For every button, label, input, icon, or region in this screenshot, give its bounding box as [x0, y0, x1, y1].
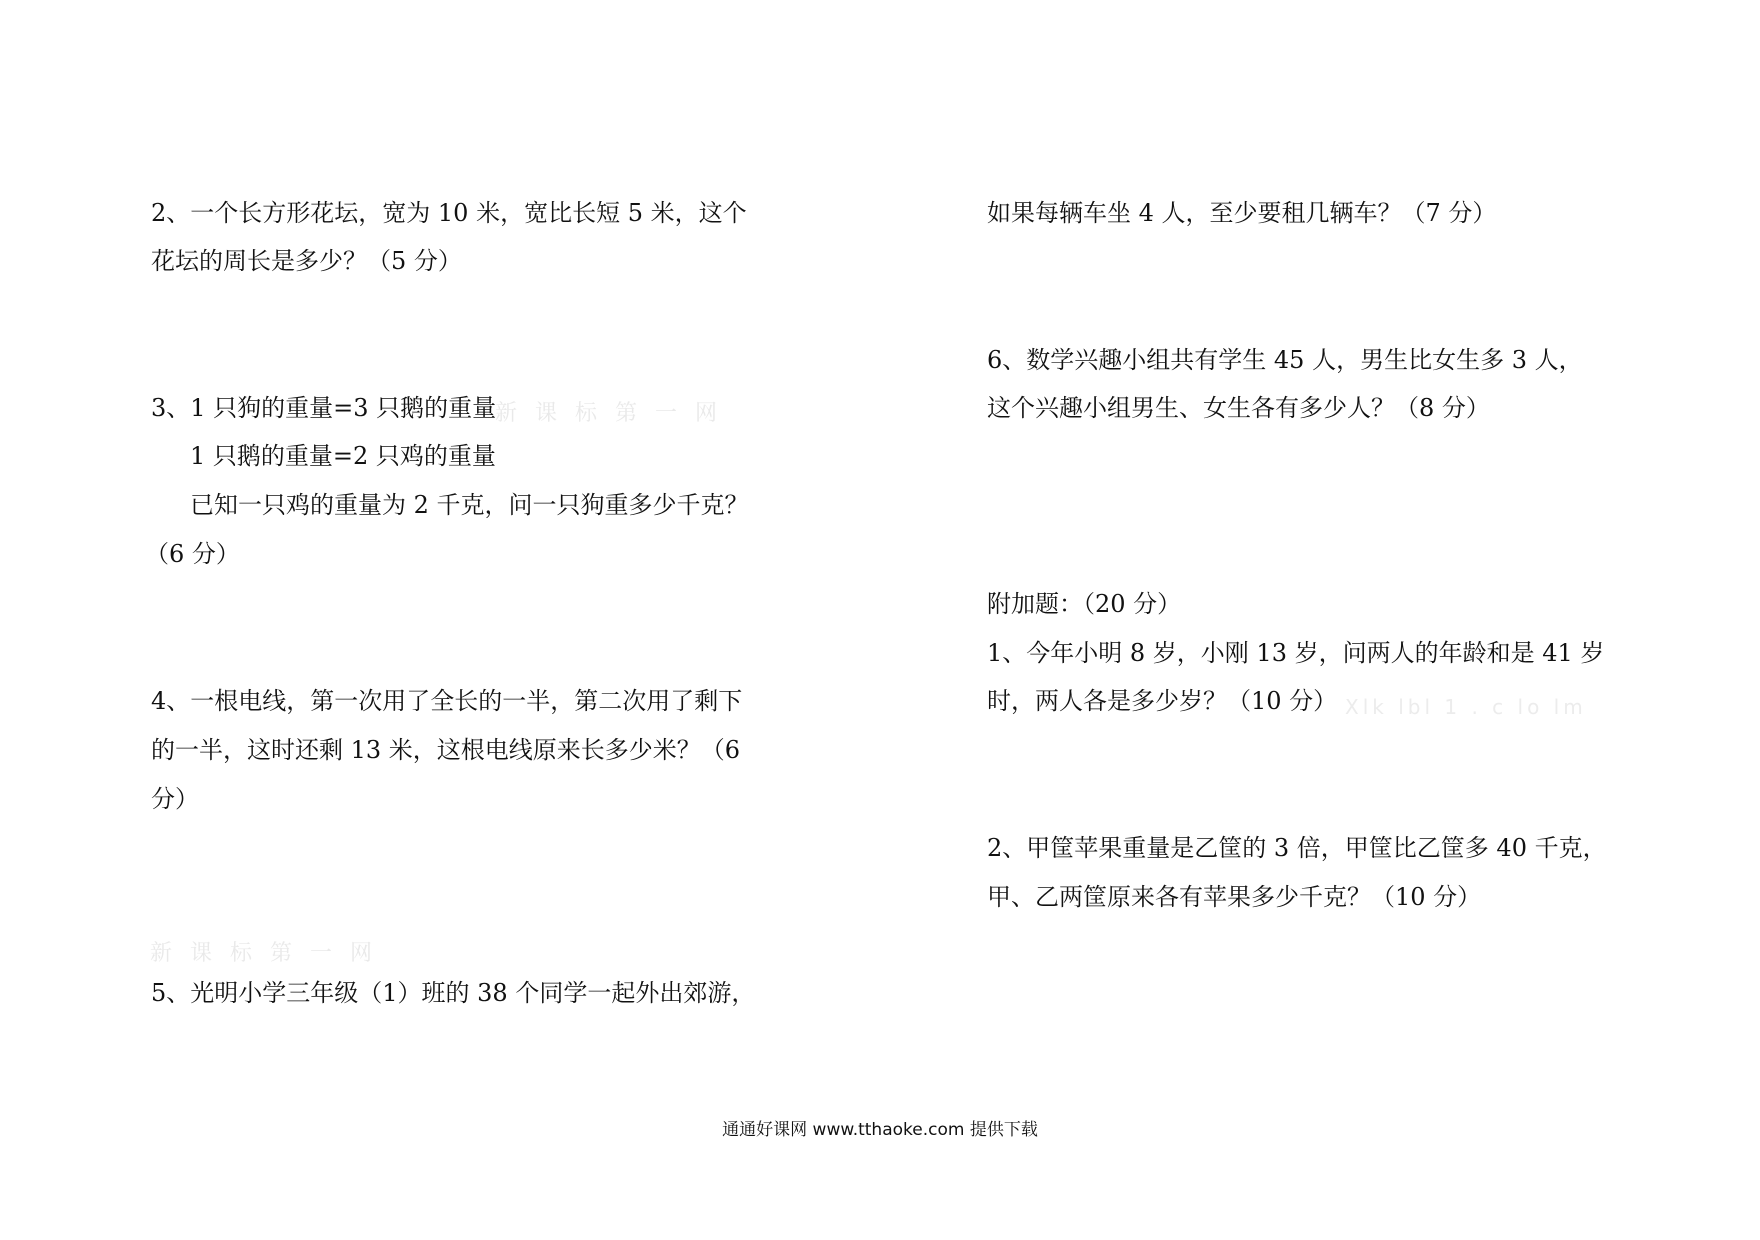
bonus-2-line-2: 甲、乙两筐原来各有苹果多少千克？（10 分）	[987, 883, 1482, 911]
question-6-line-2: 这个兴趣小组男生、女生各有多少人？（8 分）	[987, 394, 1490, 422]
question-4-line-3: 分）	[151, 785, 199, 813]
question-5-line-1: 5、光明小学三年级（1）班的 38 个同学一起外出郊游，	[151, 979, 756, 1007]
question-5-line-2: 如果每辆车坐 4 人，至少要租几辆车？（7 分）	[987, 199, 1497, 227]
watermark-3: Xlk lbl 1 . c lo lm	[1345, 695, 1587, 719]
question-3-line-4: （6 分）	[145, 540, 240, 568]
bonus-title: 附加题：（20 分）	[987, 590, 1182, 618]
question-4-line-2: 的一半，这时还剩 13 米，这根电线原来长多少米？（6	[151, 736, 741, 764]
watermark-2: 新课标第一网	[150, 941, 391, 966]
question-2-line-1: 2、一个长方形花坛，宽为 10 米，宽比长短 5 米，这个	[151, 199, 747, 227]
bonus-1-line-1: 1、今年小明 8 岁，小刚 13 岁，问两人的年龄和是 41 岁	[987, 639, 1605, 667]
page-footer: 通通好课网 www.tthaoke.com 提供下载	[722, 1120, 1038, 1140]
question-2-line-2: 花坛的周长是多少？（5 分）	[151, 247, 462, 275]
question-4-line-1: 4、一根电线，第一次用了全长的一半，第二次用了剩下	[151, 687, 743, 715]
watermark-1: 新课标第一网	[495, 401, 736, 426]
bonus-2-line-1: 2、甲筐苹果重量是乙筐的 3 倍，甲筐比乙筐多 40 千克，	[987, 834, 1607, 862]
question-6-line-1: 6、数学兴趣小组共有学生 45 人，男生比女生多 3 人，	[987, 346, 1583, 374]
question-3-line-1: 3、1 只狗的重量=3 只鹅的重量	[151, 394, 497, 422]
bonus-1-line-2: 时，两人各是多少岁？（10 分）	[987, 687, 1338, 715]
question-3-line-2: 1 只鹅的重量=2 只鸡的重量	[190, 442, 496, 470]
question-3-line-3: 已知一只鸡的重量为 2 千克，问一只狗重多少千克？	[190, 491, 749, 519]
